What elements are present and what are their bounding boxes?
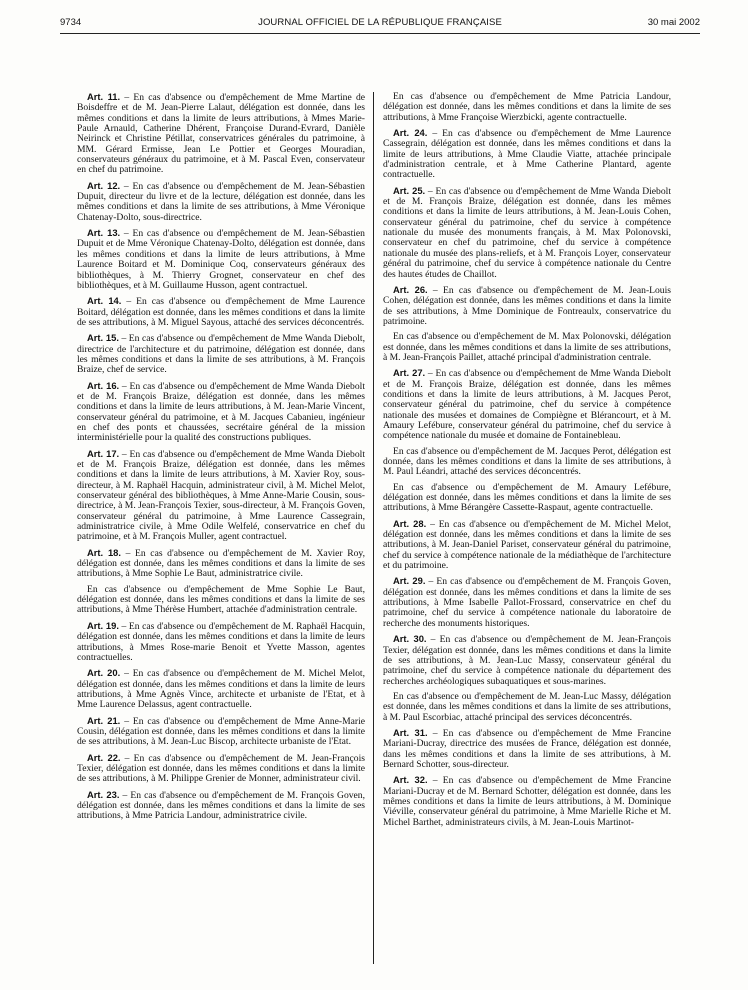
article-text: – En cas d'absence ou d'empêchement de Mme Wanda Diebolt et de M. François Braize, délégation est donnée, dans les mêmes conditions et dans la limite de leurs attributions, à M. Jacques Perot, conservateur général du patrimoine, chef du service à compétence nationale des musées et domaines de Compiègne et Blérancourt, et à M. Amaury Lefébure, conservateur général du patrimoine, chef du service à compétence nationale du musée et domaine de Fontainebleau.	[383, 368, 671, 442]
article-paragraph	[77, 333, 365, 375]
issue-date: 30 mai 2002	[647, 17, 700, 28]
article-paragraph	[383, 186, 671, 280]
article-number: Art. 24.	[393, 127, 428, 139]
article-text: – En cas d'absence ou d'empêchement de M. Jean-François Texier, délégation est donnée, dans les mêmes conditions et dans la limite de ses attributions, à M. Philippe Grenier de Monner, administrateur civil.	[77, 752, 365, 785]
article-text: – En cas d'absence ou d'empêchement de M. Raphaël Hacquin, délégation est donnée, dans les mêmes conditions et dans la limite de leurs attributions, à Mmes Rose-marie Benoit et Yvette Masson, agentes contractuelles.	[77, 620, 365, 663]
article-paragraph	[77, 381, 365, 444]
article-text: – En cas d'absence ou d'empêchement de M. Jean-Louis Cohen, délégation est donnée, dans les mêmes conditions et dans la limite de ses attributions, à Mme Dominique de Fontreaulx, conservatrice du patrimoine.	[383, 284, 671, 327]
header-rule	[60, 33, 700, 34]
article-paragraph	[77, 585, 365, 616]
article-text: – En cas d'absence ou d'empêchement de M. Jean-Sébastien Dupuit, directeur du livre et de la lecture, délégation est donnée, dans les mêmes conditions et dans la limite de ses attributions, à Mme Véronique Chatenay-Dolto, sous-directrice.	[77, 180, 365, 223]
article-number: Art. 32.	[393, 774, 428, 786]
article-number: Art. 19.	[87, 619, 119, 631]
article-number: Art. 17.	[87, 447, 120, 459]
article-text: – En cas d'absence ou d'empêchement de Mme Wanda Diebolt et de M. François Braize, délégation est donnée, dans les mêmes conditions et dans la limite de leurs attributions, à M. Xavier Roy, sous-directeur, à M. Raphaël Hacquin, administrateur civil, à M. Michel Melot, conservateur général des bibliothèques, à Mme Anne-Marie Cousin, sous-directrice, à M. Jean-François Texier, sous-directeur, à M. François Goven, conservateur général du patrimoine, à Mme Laurence Cassegrain, administratrice civile, à Mme Odile Welfelé, conservatrice en chef du patrimoine, et à M. François Muller, agent contractuel.	[77, 448, 365, 543]
article-text: – En cas d'absence ou d'empêchement de Mme Wanda Diebolt et de M. François Braize, délégation est donnée, dans les mêmes conditions et dans la limite de leurs attributions, à M. Jean-Marie Vincent, conservateur général du patrimoine, et à M. Jacques Cabanieu, ingénieur en chef des ponts et chaussées, secrétaire général de la mission interministérielle pour la qualité des constructions publiques.	[77, 380, 365, 444]
article-number: Art. 11.	[87, 92, 121, 102]
article-text: – En cas d'absence ou d'empêchement de M. Jean-Sébastien Dupuit et de Mme Véronique Chatenay-Dolto, délégation est donnée, dans les mêmes conditions et dans la limite de leurs attributions, à Mme Laurence Boitard et M. Dominique Coq, conservateurs généraux des bibliothèques, à M. Thierry Grognet, conservateur en chef des bibliothèques, et à M. Guillaume Husson, agent contractuel.	[77, 228, 365, 291]
article-number: Art. 22.	[87, 751, 121, 763]
article-paragraph	[383, 332, 671, 363]
article-text: – En cas d'absence ou d'empêchement de Mme Martine de Boisdeffre et de M. Jean-Pierre Lalaut, délégation est donnée, dans les mêmes conditions et dans la limite de leurs attributions, à Mmes Marie-Paule Arnauld, Catherine Dhérent, Françoise Durand-Evrard, Danièle Neirinck et Christine Pétillat, conservatrices générales du patrimoine, à MM. Gérard Ermisse, Jean Le Pottier et Georges Mouradian, conservateurs généraux du patrimoine, et à M. Pascal Even, conservateur en chef du patrimoine.	[77, 92, 365, 176]
article-text: – En cas d'absence ou d'empêchement de M. François Goven, délégation est donnée, dans les mêmes conditions et dans la limite de ses attributions, à Mme Patricia Landour, administratrice civile.	[77, 789, 365, 822]
article-paragraph	[77, 790, 365, 822]
article-text: – En cas d'absence ou d'empêchement de Mme Francine Mariani-Ducray et de M. Bernard Schotter, délégation est donnée, dans les mêmes conditions et dans la limite de leurs attributions, à M. Dominique Viéville, conservateur général du patrimoine, à Mme Marielle Riche et M. Michel Barthet, administrateurs civils, à M. Jean-Louis Martinot-	[383, 775, 671, 828]
article-paragraph	[383, 92, 671, 123]
article-paragraph	[77, 621, 365, 663]
page-number: 9734	[60, 17, 82, 28]
article-paragraph	[77, 449, 365, 543]
article-paragraph	[77, 296, 365, 328]
article-number: Art. 16.	[87, 379, 120, 391]
article-paragraph	[383, 285, 671, 327]
article-text: – En cas d'absence ou d'empêchement de Mme Wanda Diebolt, directrice de l'architecture et du patrimoine, délégation est donnée, dans les mêmes conditions et dans la limite de ses attributions, à M. François Braize, chef de service.	[77, 333, 365, 376]
article-paragraph	[383, 447, 671, 478]
article-text: – En cas d'absence ou d'empêchement de Mme Francine Mariani-Ducray, directrice des musées de France, délégation est donnée, dans les mêmes conditions et dans la limite de ses attributions, à M. Bernard Schotter, sous-directeur.	[383, 727, 671, 770]
article-number: Art. 18.	[87, 546, 121, 558]
article-number: Art. 29.	[393, 575, 426, 587]
article-paragraph	[383, 368, 671, 441]
article-paragraph	[383, 775, 671, 828]
article-text: En cas d'absence ou d'empêchement de M. Amaury Lefébure, délégation est donnée, dans les mêmes conditions et dans la limite de ses attributions, à Mme Bérangère Cassette-Raspaut, agente contractuelle.	[383, 481, 671, 514]
right-column	[383, 92, 671, 972]
article-text: En cas d'absence ou d'empêchement de M. Jacques Perot, délégation est donnée, dans les mêmes conditions et dans la limite de ses attributions, à M. Paul Léandri, attaché des services déconcentrés.	[383, 445, 671, 478]
article-text: – En cas d'absence ou d'empêchement de M. Michel Melot, délégation est donnée, dans les mêmes conditions et dans la limite de ses attributions, à M. Jean-Daniel Pariset, conservateur général du patrimoine, chef du service à compétence nationale de la médiathèque de l'architecture et du patrimoine.	[383, 518, 671, 572]
article-text: – En cas d'absence ou d'empêchement de Mme Laurence Cassegrain, délégation est donnée, dans les mêmes conditions et dans la limite de leurs attributions, à Mme Claudie Viatte, attachée principale d'administration centrale, et à Mme Catherine Plantard, agente contractuelle.	[383, 128, 671, 181]
article-paragraph	[383, 728, 671, 770]
article-text: – En cas d'absence ou d'empêchement de M. Xavier Roy, délégation est donnée, dans les mêmes conditions et dans la limite de ses attributions, à Mme Sophie Le Baut, administratrice civile.	[77, 547, 365, 580]
page-header	[60, 17, 700, 31]
article-number: Art. 13.	[87, 227, 121, 239]
article-paragraph	[77, 92, 365, 176]
article-text: – En cas d'absence ou d'empêchement de Mme Wanda Diebolt et de M. François Braize, délégation est donnée, dans les mêmes conditions et dans la limite de leurs attributions, à M. Jean-Louis Cohen, conservateur général du patrimoine, chef du service à compétence nationale du musée des monuments français, à M. Max Polonovski, conservateur en chef du patrimoine, chef du service à compétence nationale du musée des plans-reliefs, et à M. François Loyer, conservateur général du patrimoine, chef du service à compétence nationale du Centre des hautes études de Chaillot.	[383, 185, 671, 280]
left-column	[77, 92, 365, 972]
article-text: En cas d'absence ou d'empêchement de M. Max Polonovski, délégation est donnée, dans les mêmes conditions et dans la limite de ses attributions, à M. Jean-François Paillet, attaché principal d'administration centrale.	[383, 331, 671, 363]
article-number: Art. 12.	[87, 179, 121, 191]
article-text: – En cas d'absence ou d'empêchement de Mme Laurence Boitard, délégation est donnée, dans les mêmes conditions et dans la limite de ses attributions, à M. Miguel Sayous, attaché des services déconcentrés.	[77, 296, 365, 328]
article-paragraph	[383, 519, 671, 572]
article-paragraph	[77, 716, 365, 748]
article-paragraph	[77, 753, 365, 785]
article-text: – En cas d'absence ou d'empêchement de M. Jean-François Texier, délégation est donnée, dans les mêmes conditions et dans la limite de ses attributions, à M. Jean-Luc Massy, conservateur général du patrimoine, chef du service à compétence nationale du département des recherches archéologiques subaquatiques et sous-marines.	[383, 634, 671, 687]
article-paragraph	[77, 228, 365, 291]
article-text: – En cas d'absence ou d'empêchement de Mme Anne-Marie Cousin, délégation est donnée, dans les mêmes conditions et dans la limite de ses attributions, à M. Jean-Luc Biscop, architecte urbaniste de l'Etat.	[77, 715, 365, 748]
article-text: En cas d'absence ou d'empêchement de Mme Patricia Landour, délégation est donnée, dans les mêmes conditions et dans la limite de ses attributions, à Mme Françoise Wierzbicki, agente contractuelle.	[383, 92, 671, 123]
article-text: En cas d'absence ou d'empêchement de Mme Sophie Le Baut, délégation est donnée, dans les mêmes conditions et dans la limite de ses attributions, à Mme Thérèse Humbert, attachée d'administration centrale.	[77, 583, 365, 616]
article-number: Art. 30.	[393, 633, 427, 645]
article-number: Art. 14.	[87, 295, 122, 307]
article-number: Art. 28.	[393, 517, 427, 529]
article-paragraph	[383, 692, 671, 723]
article-text: En cas d'absence ou d'empêchement de M. Jean-Luc Massy, délégation est donnée, dans les mêmes conditions et dans la limite de ses attributions, à M. Paul Escorbiac, attaché principal des services déconcentrés.	[383, 690, 671, 723]
article-text: – En cas d'absence ou d'empêchement de M. François Goven, délégation est donnée, dans les mêmes conditions et dans la limite de ses attributions, à Mme Isabelle Pallot-Frossard, conservatrice en chef du patrimoine, chef du service à compétence nationale du laboratoire de recherche des monuments historiques.	[383, 576, 671, 629]
article-text: – En cas d'absence ou d'empêchement de M. Michel Melot, délégation est donnée, dans les mêmes conditions et dans la limite de leurs attributions, à Mme Agnès Vince, architecte et urbaniste de l'Etat, et à Mme Laurence Delassus, agent contractuelle.	[77, 668, 365, 711]
article-paragraph	[383, 634, 671, 687]
article-number: Art. 20.	[87, 667, 121, 679]
article-paragraph	[77, 548, 365, 580]
article-paragraph	[77, 668, 365, 710]
article-number: Art. 31.	[393, 726, 428, 738]
article-paragraph	[383, 128, 671, 181]
journal-title: JOURNAL OFFICIEL DE LA RÉPUBLIQUE FRANÇAISE	[258, 17, 502, 28]
article-paragraph	[77, 181, 365, 223]
article-number: Art. 26.	[393, 283, 428, 295]
article-number: Art. 25.	[393, 184, 426, 196]
article-number: Art. 15.	[87, 332, 119, 344]
article-number: Art. 23.	[87, 788, 120, 800]
article-paragraph	[383, 483, 671, 514]
article-paragraph	[383, 576, 671, 629]
column-divider	[373, 92, 374, 964]
article-number: Art. 27.	[393, 367, 426, 379]
article-number: Art. 21.	[87, 714, 121, 726]
